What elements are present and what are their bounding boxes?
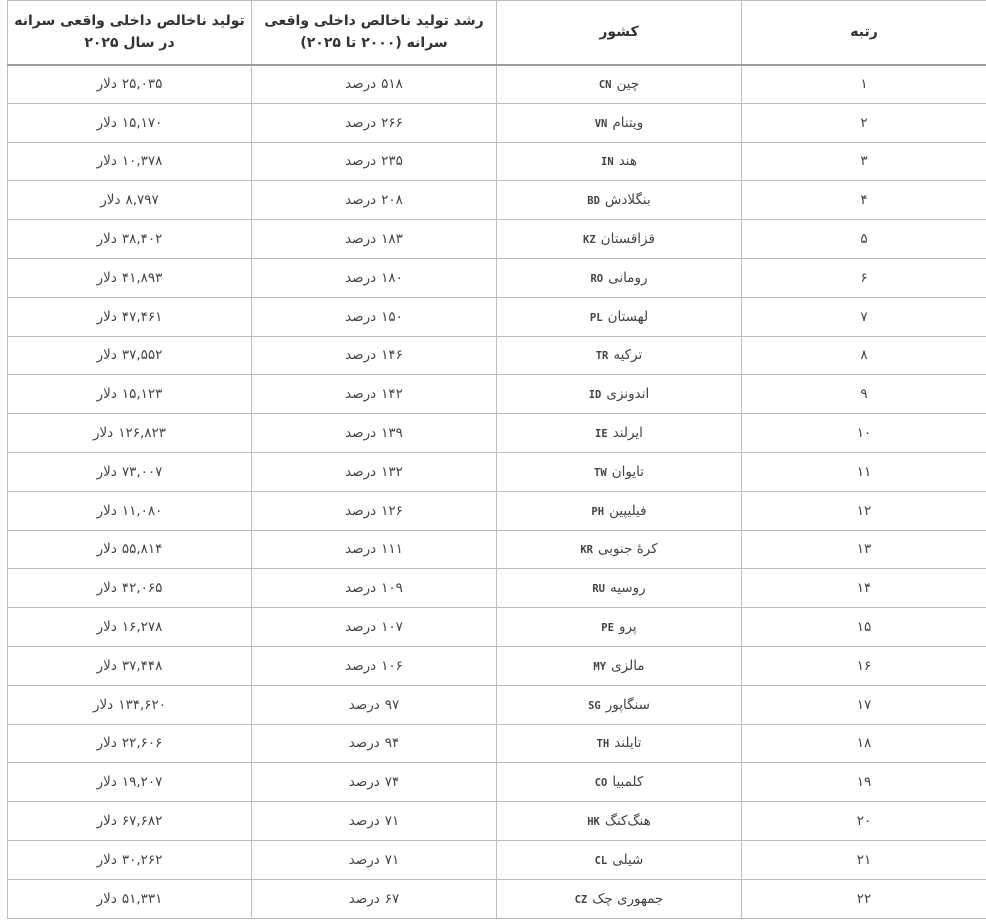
rank-cell: ۱۷ — [742, 685, 986, 724]
header-rank: رتبه — [742, 1, 986, 65]
gdp-value: ۱۵,۱۷۰ — [121, 114, 163, 131]
country-name: اندونزی — [606, 386, 650, 403]
rank-cell: ۱۲ — [742, 491, 986, 530]
country-name: چین — [616, 76, 640, 93]
country-code: TR — [595, 350, 609, 363]
gdp-growth-table — [7, 0, 986, 919]
country-cell — [497, 220, 742, 259]
country-name: ویتنام — [612, 114, 644, 131]
gdp-unit: دلار — [96, 502, 117, 519]
gdp-value: ۵۵,۸۱۴ — [121, 541, 163, 558]
growth-unit: درصد — [345, 308, 377, 325]
rank-cell: ۱ — [742, 65, 986, 104]
country-name: هنگ‌کنگ — [604, 813, 651, 830]
country-cell — [497, 414, 742, 453]
table-row — [8, 103, 986, 142]
rank-cell: ۱۹ — [742, 763, 986, 802]
gdp-cell — [8, 763, 252, 802]
country-name: تایلند — [614, 735, 642, 752]
country-name: تایوان — [611, 463, 644, 480]
gdp-value: ۱۳۴,۶۲۰ — [118, 696, 167, 713]
country-name: شیلی — [612, 851, 644, 868]
growth-unit: درصد — [345, 657, 377, 674]
gdp-cell — [8, 297, 252, 336]
country-code: IN — [601, 156, 614, 169]
growth-value: ۱۳۲ — [381, 463, 403, 480]
gdp-cell — [8, 414, 252, 453]
gdp-cell — [8, 685, 252, 724]
gdp-unit: دلار — [96, 231, 117, 248]
table-container — [7, 0, 986, 919]
country-cell — [497, 879, 742, 918]
growth-cell — [252, 802, 497, 841]
country-code: PE — [601, 622, 614, 635]
growth-value: ۱۸۰ — [381, 269, 403, 286]
table-row — [8, 879, 986, 918]
gdp-cell — [8, 65, 252, 104]
growth-unit: درصد — [348, 890, 380, 907]
gdp-value: ۱۰,۳۷۸ — [121, 153, 163, 170]
gdp-value: ۶۷,۶۸۲ — [121, 813, 163, 830]
gdp-unit: دلار — [96, 153, 117, 170]
country-name: کرهٔ جنوبی — [598, 541, 658, 558]
table-row — [8, 258, 986, 297]
country-code: CL — [594, 854, 608, 867]
growth-unit: درصد — [345, 114, 377, 131]
growth-value: ۲۰۸ — [381, 192, 403, 209]
gdp-cell — [8, 142, 252, 181]
gdp-value: ۲۵,۰۳۵ — [121, 76, 163, 93]
gdp-value: ۳۷,۴۴۸ — [121, 657, 163, 674]
rank-cell: ۲ — [742, 103, 986, 142]
growth-cell — [252, 646, 497, 685]
country-name: ترکیه — [613, 347, 643, 364]
growth-unit: درصد — [345, 386, 377, 403]
gdp-value: ۵۱,۳۳۱ — [121, 890, 163, 907]
country-name: کلمبیا — [612, 774, 644, 791]
gdp-value: ۴۷,۴۶۱ — [121, 308, 163, 325]
growth-unit: درصد — [345, 192, 377, 209]
country-code: PH — [591, 505, 605, 518]
table-row — [8, 375, 986, 414]
table-row — [8, 763, 986, 802]
country-code: ID — [588, 389, 602, 402]
table-row — [8, 181, 986, 220]
rank-cell: ۱۴ — [742, 569, 986, 608]
gdp-cell — [8, 569, 252, 608]
gdp-cell — [8, 724, 252, 763]
gdp-cell — [8, 608, 252, 647]
growth-value: ۱۸۳ — [381, 231, 403, 248]
country-name: ایرلند — [612, 425, 643, 442]
growth-unit: درصد — [345, 580, 377, 597]
growth-unit: درصد — [345, 269, 377, 286]
growth-value: ۷۱ — [384, 813, 400, 830]
rank-cell: ۱۸ — [742, 724, 986, 763]
gdp-unit: دلار — [92, 696, 114, 713]
growth-cell — [252, 103, 497, 142]
gdp-value: ۴۱,۸۹۳ — [121, 269, 163, 286]
gdp-unit: دلار — [96, 890, 117, 907]
growth-cell — [252, 258, 497, 297]
gdp-unit: دلار — [96, 774, 117, 791]
growth-cell — [252, 452, 497, 491]
table-header — [8, 1, 986, 65]
table-row — [8, 336, 986, 375]
rank-cell: ۸ — [742, 336, 986, 375]
growth-cell — [252, 336, 497, 375]
header-country: کشور — [497, 1, 742, 65]
country-cell — [497, 530, 742, 569]
header-growth: رشد تولید ناخالص داخلی واقعی سرانه (۲۰۰۰ تا ۲۰۲۵) — [252, 1, 497, 65]
gdp-value: ۱۱,۰۸۰ — [121, 502, 163, 519]
country-name: مالزی — [611, 657, 645, 674]
country-code: KZ — [583, 234, 596, 247]
gdp-unit: دلار — [96, 735, 117, 752]
gdp-cell — [8, 336, 252, 375]
table-body — [8, 65, 986, 919]
gdp-unit: دلار — [96, 813, 117, 830]
country-name: رومانی — [608, 269, 648, 286]
gdp-cell — [8, 375, 252, 414]
country-code: TH — [596, 738, 610, 751]
growth-value: ۱۵۰ — [381, 308, 403, 325]
country-cell — [497, 646, 742, 685]
country-code: PL — [589, 311, 603, 324]
country-name: فیلیپین — [609, 502, 647, 519]
country-cell — [497, 608, 742, 647]
growth-value: ۹۷ — [384, 696, 400, 713]
gdp-cell — [8, 646, 252, 685]
growth-value: ۷۴ — [384, 774, 400, 791]
rank-cell: ۱۵ — [742, 608, 986, 647]
country-cell — [497, 840, 742, 879]
gdp-value: ۷۳,۰۰۷ — [121, 463, 163, 480]
growth-unit: درصد — [345, 463, 377, 480]
rank-cell: ۳ — [742, 142, 986, 181]
country-cell — [497, 491, 742, 530]
table-row — [8, 297, 986, 336]
table-row — [8, 646, 986, 685]
gdp-cell — [8, 840, 252, 879]
country-cell — [497, 336, 742, 375]
growth-unit: درصد — [348, 735, 380, 752]
growth-cell — [252, 491, 497, 530]
gdp-value: ۱۲۶,۸۲۳ — [118, 425, 167, 442]
country-code: KR — [580, 544, 593, 557]
country-cell — [497, 375, 742, 414]
country-cell — [497, 685, 742, 724]
gdp-value: ۳۸,۴۰۲ — [121, 231, 163, 248]
header-row — [8, 1, 986, 65]
country-name: قزاقستان — [600, 231, 655, 248]
gdp-unit: دلار — [96, 580, 117, 597]
country-cell — [497, 142, 742, 181]
growth-unit: درصد — [345, 502, 377, 519]
gdp-cell — [8, 491, 252, 530]
rank-cell: ۲۰ — [742, 802, 986, 841]
gdp-value: ۲۲,۶۰۶ — [121, 735, 163, 752]
gdp-unit: دلار — [96, 76, 117, 93]
country-code: SG — [588, 699, 601, 712]
gdp-unit: دلار — [92, 425, 114, 442]
growth-value: ۲۶۶ — [381, 114, 403, 131]
rank-cell: ۲۲ — [742, 879, 986, 918]
growth-value: ۹۴ — [384, 735, 400, 752]
gdp-unit: دلار — [96, 269, 117, 286]
table-row — [8, 802, 986, 841]
gdp-value: ۳۰,۲۶۲ — [121, 851, 163, 868]
gdp-cell — [8, 452, 252, 491]
country-name: هند — [618, 153, 637, 170]
country-name: لهستان — [607, 308, 649, 325]
gdp-unit: دلار — [96, 114, 117, 131]
gdp-cell — [8, 220, 252, 259]
country-name: بنگلادش — [604, 192, 651, 209]
table-row — [8, 840, 986, 879]
gdp-unit: دلار — [96, 308, 117, 325]
growth-cell — [252, 375, 497, 414]
growth-cell — [252, 414, 497, 453]
table-row — [8, 65, 986, 104]
gdp-unit: دلار — [96, 851, 117, 868]
table-row — [8, 724, 986, 763]
growth-unit: درصد — [348, 851, 380, 868]
growth-unit: درصد — [345, 541, 377, 558]
table-row — [8, 685, 986, 724]
country-cell — [497, 802, 742, 841]
gdp-unit: دلار — [96, 386, 117, 403]
table-row — [8, 142, 986, 181]
table-row — [8, 569, 986, 608]
rank-cell: ۹ — [742, 375, 986, 414]
growth-unit: درصد — [345, 347, 377, 364]
growth-cell — [252, 297, 497, 336]
rank-cell: ۱۶ — [742, 646, 986, 685]
table-row — [8, 452, 986, 491]
gdp-unit: دلار — [96, 541, 117, 558]
gdp-cell — [8, 181, 252, 220]
gdp-cell — [8, 879, 252, 918]
country-code: CZ — [574, 893, 588, 906]
growth-value: ۲۳۵ — [381, 153, 403, 170]
growth-value: ۱۴۲ — [381, 386, 403, 403]
country-code: CO — [594, 777, 608, 790]
growth-cell — [252, 569, 497, 608]
growth-unit: درصد — [345, 231, 377, 248]
country-name: روسیه — [609, 580, 646, 597]
rank-cell: ۲۱ — [742, 840, 986, 879]
growth-cell — [252, 220, 497, 259]
growth-value: ۱۰۷ — [381, 619, 403, 636]
country-code: TW — [594, 466, 607, 479]
gdp-cell — [8, 530, 252, 569]
gdp-value: ۱۹,۲۰۷ — [121, 774, 163, 791]
country-cell — [497, 258, 742, 297]
country-name: جمهوری چک — [592, 890, 664, 907]
gdp-cell — [8, 802, 252, 841]
growth-cell — [252, 879, 497, 918]
rank-cell: ۵ — [742, 220, 986, 259]
gdp-unit: دلار — [96, 347, 117, 364]
country-code: IE — [595, 428, 608, 441]
growth-unit: درصد — [348, 774, 380, 791]
country-code: MY — [593, 660, 607, 673]
gdp-value: ۸,۷۹۷ — [125, 192, 159, 209]
growth-unit: درصد — [345, 76, 377, 93]
growth-cell — [252, 840, 497, 879]
header-gdp: تولید ناخالص داخلی واقعی سرانه در سال ۲۰۲۵ — [8, 1, 252, 65]
rank-cell: ۱۱ — [742, 452, 986, 491]
country-cell — [497, 65, 742, 104]
table-row — [8, 608, 986, 647]
country-code: RO — [590, 272, 604, 285]
growth-unit: درصد — [348, 696, 380, 713]
growth-value: ۵۱۸ — [381, 76, 403, 93]
country-code: VN — [594, 117, 608, 130]
rank-cell: ۱۳ — [742, 530, 986, 569]
growth-cell — [252, 530, 497, 569]
growth-cell — [252, 142, 497, 181]
gdp-unit: دلار — [96, 463, 117, 480]
growth-value: ۱۰۶ — [381, 657, 403, 674]
gdp-unit: دلار — [96, 619, 117, 636]
table-row — [8, 491, 986, 530]
growth-cell — [252, 608, 497, 647]
growth-cell — [252, 181, 497, 220]
growth-cell — [252, 724, 497, 763]
growth-unit: درصد — [345, 425, 377, 442]
rank-cell: ۴ — [742, 181, 986, 220]
growth-value: ۱۰۹ — [381, 580, 403, 597]
rank-cell: ۱۰ — [742, 414, 986, 453]
country-cell — [497, 724, 742, 763]
country-name: سنگاپور — [605, 696, 650, 713]
gdp-cell — [8, 103, 252, 142]
growth-value: ۱۱۱ — [381, 541, 403, 558]
growth-cell — [252, 685, 497, 724]
gdp-value: ۳۷,۵۵۲ — [121, 347, 163, 364]
country-code: BD — [587, 195, 600, 208]
country-cell — [497, 452, 742, 491]
growth-value: ۷۱ — [384, 851, 400, 868]
growth-unit: درصد — [345, 153, 377, 170]
gdp-value: ۱۵,۱۲۳ — [121, 386, 163, 403]
country-cell — [497, 297, 742, 336]
rank-cell: ۷ — [742, 297, 986, 336]
table-row — [8, 414, 986, 453]
country-cell — [497, 103, 742, 142]
country-name: پرو — [618, 619, 637, 636]
country-cell — [497, 181, 742, 220]
gdp-unit: دلار — [100, 192, 121, 209]
growth-value: ۱۲۶ — [381, 502, 403, 519]
growth-value: ۱۳۹ — [381, 425, 403, 442]
gdp-cell — [8, 258, 252, 297]
gdp-unit: دلار — [96, 657, 117, 674]
country-code: RU — [592, 583, 605, 596]
table-row — [8, 220, 986, 259]
country-cell — [497, 569, 742, 608]
country-code: HK — [587, 816, 600, 829]
growth-unit: درصد — [348, 813, 380, 830]
rank-cell: ۶ — [742, 258, 986, 297]
country-cell — [497, 763, 742, 802]
growth-cell — [252, 763, 497, 802]
growth-unit: درصد — [345, 619, 377, 636]
gdp-value: ۴۲,۰۶۵ — [121, 580, 163, 597]
gdp-value: ۱۶,۲۷۸ — [121, 619, 163, 636]
growth-value: ۱۴۶ — [381, 347, 403, 364]
growth-cell — [252, 65, 497, 104]
country-code: CN — [598, 79, 612, 92]
growth-value: ۶۷ — [384, 890, 400, 907]
table-row — [8, 530, 986, 569]
